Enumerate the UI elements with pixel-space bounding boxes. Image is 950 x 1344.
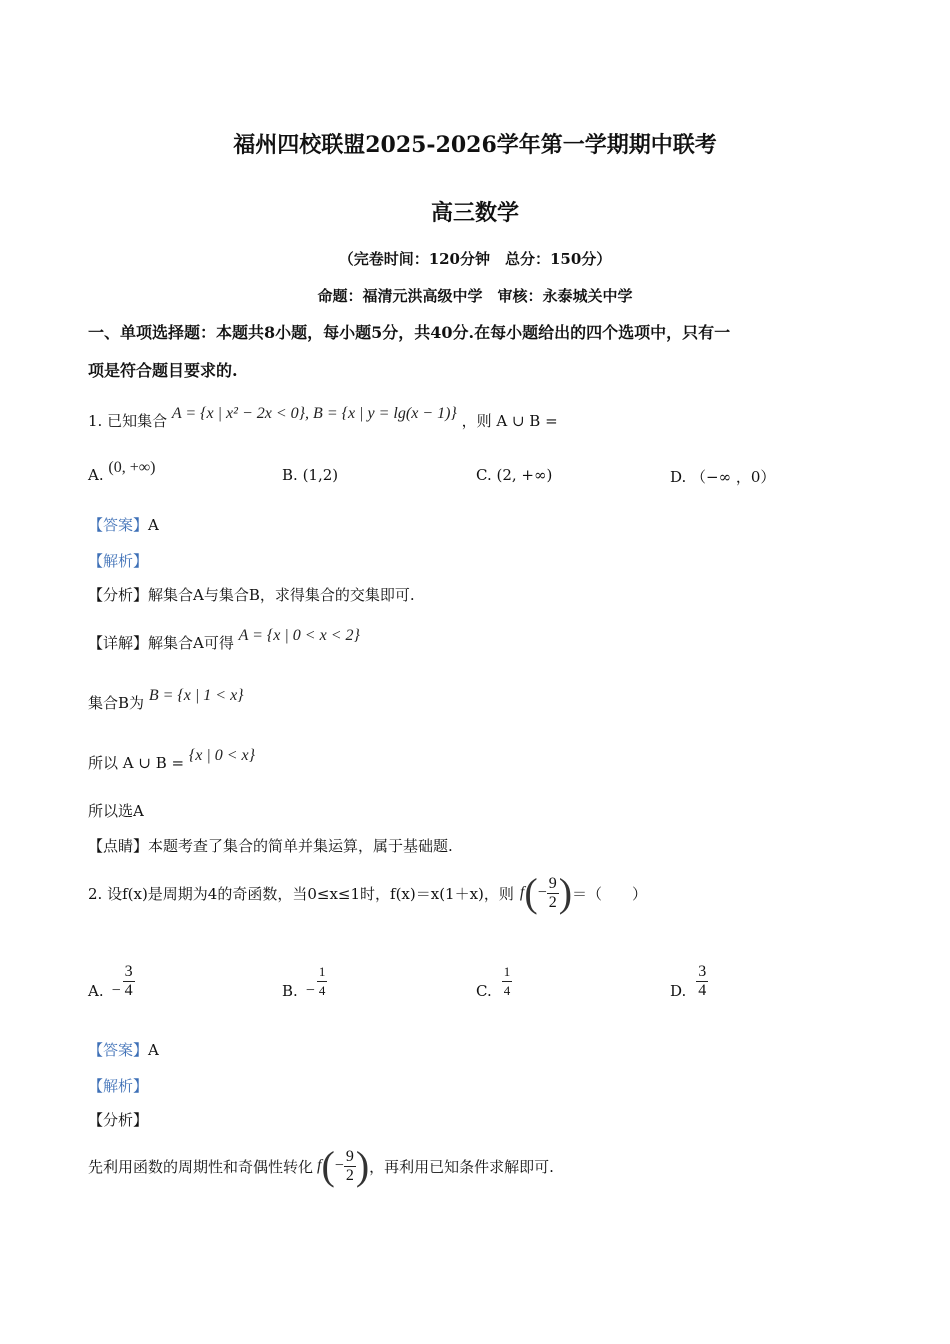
q2-option-b-sign: − [305, 982, 315, 999]
q1-choose: 所以选A [88, 802, 144, 820]
q1-union [88, 747, 256, 773]
q2-f-label: f [519, 884, 525, 901]
q2-option-c-den: 4 [503, 983, 511, 998]
q2-option-c [476, 954, 512, 1000]
q2-option-a-den: 4 [124, 982, 133, 999]
q1-option-c [476, 466, 552, 484]
q1-detail [88, 627, 360, 653]
q1-analysis-tag: 【解析】 [88, 552, 149, 570]
exam-info: （完卷时间：120分钟 总分：150分） [338, 250, 612, 268]
q2-option-c-label: C. [476, 982, 492, 1000]
q1-answer [88, 514, 159, 535]
q2-right-paren: ) [558, 870, 573, 915]
q1-prefix: 1. 已知集合 [88, 412, 168, 430]
q2-option-d-label: D. [670, 982, 687, 1000]
q2-left-paren: ( [524, 870, 538, 915]
q1-option-a [88, 459, 156, 485]
q1-comment: 【点睛】本题考查了集合的简单并集运算，属于基础题. [88, 837, 453, 855]
q2-method-f-label: f [317, 1157, 322, 1174]
q1-option-c-label: C. [476, 466, 492, 484]
q2-option-b-frac [317, 963, 328, 1000]
q1-union-prefix: 所以 A ∪ B = [88, 754, 185, 772]
q2-option-d [670, 954, 708, 1000]
section-heading-line1: 一、单项选择题：本题共8小题，每小题5分，共40分.在每小题给出的四个选项中，只有一 [88, 323, 731, 342]
question-2 [88, 870, 647, 916]
subject-title: 高三数学 [430, 200, 519, 226]
q2-text: 2. 设f(x)是周期为4的奇函数，当0≤x≤1时，f(x)＝x(1＋x)，则 [88, 884, 514, 903]
q2-method-suffix: ，再利用已知条件求解即可. [369, 1157, 554, 1176]
q2-method-fraction [344, 1148, 356, 1185]
question-1 [88, 405, 558, 431]
q2-option-b [282, 954, 327, 1000]
q2-answer-tag: 【答案】 [88, 1041, 149, 1059]
q2-fraction-num: 9 [548, 874, 557, 892]
q1-detail-math: A = {x | 0 < x < 2} [238, 627, 360, 644]
q1-option-d [670, 466, 775, 487]
q1-option-b-label: B. [282, 466, 298, 484]
q1-union-math: {x | 0 < x} [188, 747, 256, 764]
q1-setb-math: B = {x | 1 < x} [148, 687, 244, 704]
q2-option-d-num: 3 [698, 963, 707, 980]
q2-answer-value: A [148, 1041, 159, 1059]
section-heading-line2: 项是符合题目要求的. [88, 361, 238, 380]
q1-option-a-value: (0, +∞) [108, 459, 156, 476]
q2-fraction-den: 2 [548, 893, 557, 911]
q2-answer [88, 1039, 159, 1060]
q2-method-left-paren: ( [321, 1143, 335, 1188]
document-title: 福州四校联盟2025-2026学年第一学期期中联考 [233, 132, 717, 158]
q2-fraction [547, 875, 559, 912]
q2-method-fraction-den: 2 [345, 1166, 354, 1184]
q1-detail-prefix: 【详解】解集合A可得 [88, 634, 234, 652]
q1-sets-math: A = {x | x² − 2x < 0}, B = {x | y = lg(x − 1)} [171, 405, 457, 422]
q2-option-a [88, 954, 135, 1000]
q1-suffix: ，则 A ∪ B = [461, 412, 558, 430]
q2-fenxi-tag: 【分析】 [88, 1111, 149, 1129]
q2-option-d-frac [696, 963, 708, 1000]
q1-option-c-value: (2, +∞) [496, 466, 553, 484]
q2-method-fraction-num: 9 [345, 1147, 354, 1165]
q2-analysis-tag: 【解析】 [88, 1077, 149, 1095]
q2-method-prefix: 先利用函数的周期性和奇偶性转化 [88, 1157, 314, 1176]
q2-option-b-den: 4 [318, 983, 326, 998]
q2-method [88, 1142, 554, 1190]
q2-option-b-num: 1 [318, 964, 326, 979]
q2-method-right-paren: ) [355, 1143, 370, 1188]
q1-option-b [282, 466, 338, 484]
q1-option-a-label: A. [88, 466, 104, 484]
q2-method-minus: − [334, 1157, 344, 1174]
q1-option-d-label: D. [670, 468, 687, 486]
q2-option-c-frac [502, 963, 513, 1000]
q1-answer-tag: 【答案】 [88, 516, 149, 534]
q1-option-d-value: （−∞ ，0） [691, 468, 776, 486]
q2-option-a-label: A. [88, 982, 104, 1000]
q2-option-b-label: B. [282, 982, 298, 1000]
q1-option-b-value: (1,2) [302, 466, 339, 484]
q1-setb [88, 687, 244, 713]
exam-authors: 命题：福清元洪高级中学 审核：永泰城关中学 [317, 287, 633, 305]
q1-answer-value: A [148, 516, 159, 534]
q2-option-d-den: 4 [698, 982, 707, 999]
q2-option-c-num: 1 [503, 964, 511, 979]
q2-minus: − [537, 884, 547, 901]
q1-setb-prefix: 集合B为 [88, 694, 145, 712]
q2-option-a-frac [123, 963, 135, 1000]
q2-eq: ＝（ ） [572, 884, 648, 903]
q2-option-a-sign: − [111, 982, 121, 999]
q1-fenxi: 【分析】解集合A与集合B，求得集合的交集即可. [88, 586, 415, 604]
q2-option-a-num: 3 [124, 963, 133, 980]
